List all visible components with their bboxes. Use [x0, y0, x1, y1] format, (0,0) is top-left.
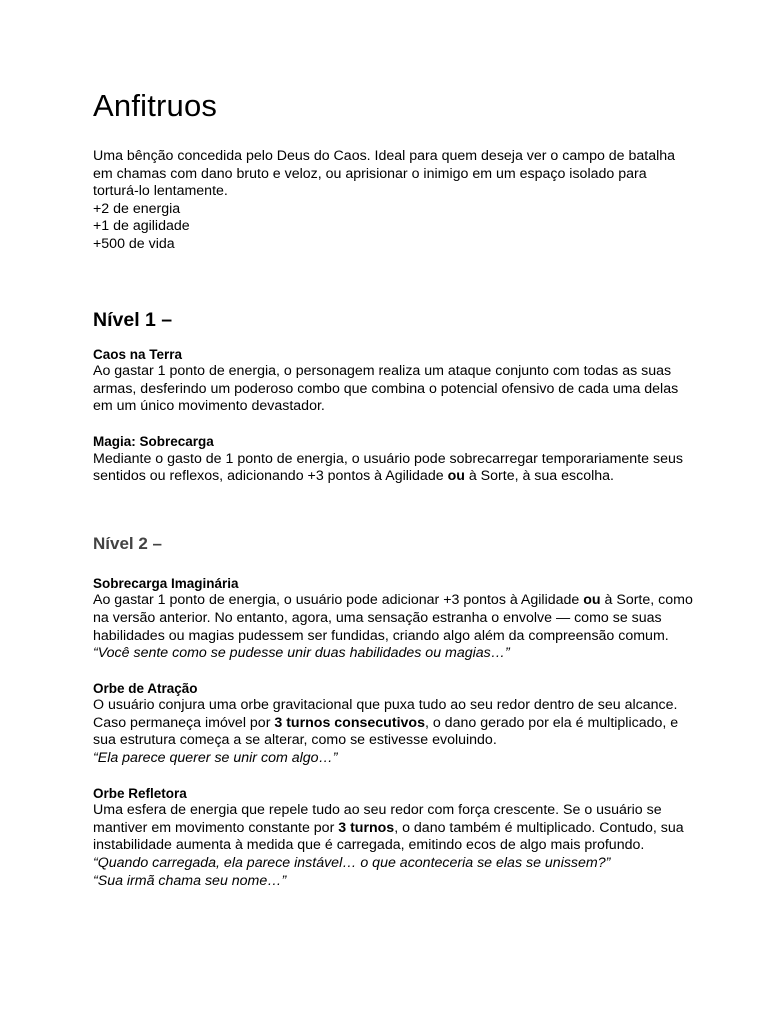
ability-orbe-refletora: [93, 785, 693, 891]
description-part: , o dano gerado por ela é multiplicado, e sua estrutura começa a se alterar, como se estivesse evoluindo.: [93, 714, 679, 749]
ability-orbe-de-atracao: [93, 680, 693, 768]
ability-name: Magia: Sobrecarga: [93, 433, 214, 449]
ability-caos-na-terra: [93, 346, 693, 416]
ability-description: [93, 451, 693, 486]
ability-description: Ao gastar 1 ponto de energia, o personagem realiza um ataque conjunto com todas as suas armas, desferindo um poderoso combo que combina o potencial ofensivo de cada uma delas em um único movimento devastador.: [93, 363, 679, 415]
description-part: Uma esfera de energia que repele tudo ao seu redor com força crescente. Se o usuário se mantiver em movimento constante por: [93, 802, 662, 836]
description-emphasis: 3 turnos consecutivos: [274, 714, 425, 731]
intro-paragraph: [93, 148, 693, 254]
document-page: [93, 86, 693, 890]
stat-health: +500 de vida: [93, 235, 175, 252]
description-part: Ao gastar 1 ponto de energia, o usuário pode adicionar +3 pontos à Agilidade: [93, 592, 584, 609]
ability-description: [93, 592, 693, 645]
description-emphasis: 3 turnos: [338, 819, 395, 836]
ability-description: [93, 697, 693, 750]
level-1-heading: Nível 1 –: [93, 308, 173, 331]
description-part: O usuário conjura uma orbe gravitacional que puxa tudo ao seu redor dentro de seu alcance. Caso permaneça imóvel por: [93, 697, 678, 731]
description-part: , o dano também é multiplicado. Contudo, sua instabilidade aumenta à medida que é carregada, emitindo ecos de algo mais profundo.: [93, 819, 684, 854]
ability-name: Sobrecarga Imaginária: [93, 575, 239, 591]
flavor-quote: “Quando carregada, ela parece instável… o que aconteceria se elas se unissem?”: [93, 855, 611, 872]
flavor-quote: “Você sente como se pudesse unir duas habilidades ou magias…”: [93, 645, 510, 662]
ability-magia-sobrecarga: [93, 433, 693, 486]
ability-sobrecarga-imaginaria: [93, 575, 693, 663]
page-title: Anfitruos: [93, 88, 218, 123]
stat-agility: +1 de agilidade: [93, 218, 190, 235]
flavor-quote: “Ela parece querer se unir com algo…”: [93, 750, 338, 767]
description-part: à Sorte, como na versão anterior. No entanto, agora, uma sensação estranha o envolve — como se suas habilidades ou magias pudessem ser fundidas, criando algo além da compreensão comum.: [93, 592, 693, 644]
ability-name: Orbe Refletora: [93, 785, 187, 801]
level-2-heading: Nível 2 –: [93, 533, 162, 553]
ability-name: Caos na Terra: [93, 346, 183, 362]
description-part: à Sorte, à sua escolha.: [464, 468, 614, 485]
stat-energy: +2 de energia: [93, 200, 181, 217]
ability-description: [93, 802, 693, 855]
description-part: Mediante o gasto de 1 ponto de energia, o usuário pode sobrecarregar temporariamente seus sentidos ou reflexos, adicionando +3 pontos à Agilidade: [93, 450, 683, 485]
ability-name: Orbe de Atração: [93, 680, 198, 696]
intro-text: Uma bênção concedida pelo Deus do Caos. Ideal para quem deseja ver o campo de batalha em chamas com dano bruto e veloz, ou aprisionar o inimigo em um espaço isolado para torturá-lo lentamente.: [93, 148, 676, 200]
description-emphasis: ou: [447, 468, 465, 485]
flavor-quote: “Sua irmã chama seu nome…”: [93, 872, 287, 889]
description-emphasis: ou: [583, 592, 601, 609]
